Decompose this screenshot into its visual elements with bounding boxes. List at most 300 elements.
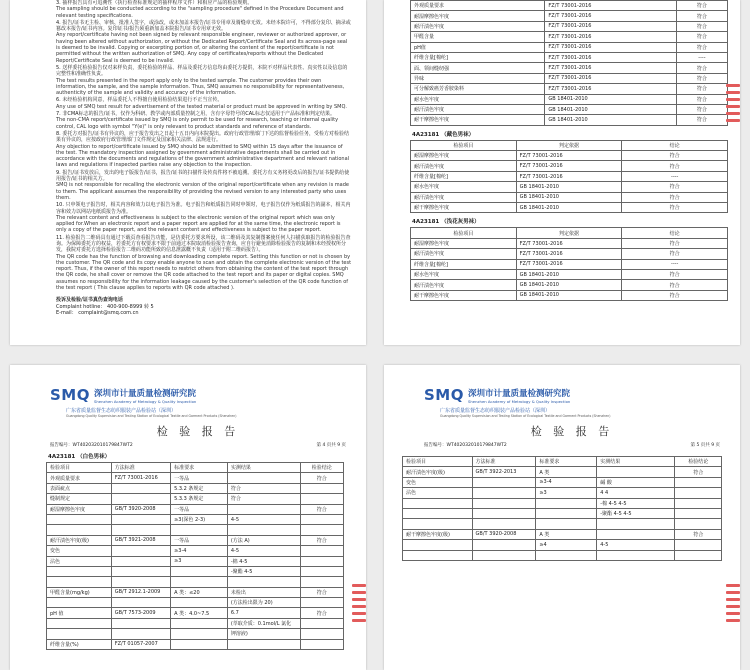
column-header: 检验项目	[411, 228, 517, 238]
table-cell: 符合	[622, 249, 728, 259]
table-cell: GB 18401-2010	[545, 104, 676, 114]
table-cell: 一等品	[171, 504, 228, 514]
report-no: WT402032010179847WT2	[72, 443, 133, 448]
table-cell	[111, 556, 170, 566]
table-cell: A 类：≤20	[171, 587, 228, 597]
table-cell	[300, 556, 343, 566]
page-indicator: 第 4 页共 9 页	[316, 443, 346, 448]
table-cell: pH值	[411, 42, 545, 52]
table-row	[47, 525, 344, 535]
table-row	[47, 514, 344, 524]
table-row	[411, 63, 728, 73]
table-row	[403, 488, 722, 498]
table-cell: (萃取介质：0.1mol/L 氯化	[227, 618, 300, 628]
table-cell: 纤维含量[棉纶]	[411, 259, 517, 269]
table-cell: FZ/T 73001-2016	[516, 161, 622, 171]
report-title: 检 验 报 告	[530, 425, 614, 438]
complaint-hotline: Complaint hotline： 400-900-8999 转 5	[56, 303, 154, 310]
column-header: 实测结果	[227, 463, 300, 473]
table-cell: GB 18401-2010	[516, 269, 622, 279]
table-cell: 4-5	[597, 540, 675, 550]
table-cell	[47, 598, 112, 608]
note-en: The non-CMA report/certificate issued by SMQ is only permit to be used for research, teaching or internal quality control, CAL logo with symbol "Y(e)" is only relevant to product standards and reference of standards.	[56, 117, 339, 130]
note-en: Any report/certificate having not been signed by relevant responsible engineer, reviewer or authorized approver, or having been altered without authorization, or without the Dedicated Report/Certificate Seal and its across-page seal is deemed to be invalid. Copying or excerpting portion of, or altering the content of the report/certificate is not permitted without the written authorization of SMQ. Any copy of certificates/reports without the Dedicated Report/Certificate Seal is deemed to be invalid.	[56, 32, 348, 64]
table-cell: FZ/T 01057-2007	[111, 639, 170, 649]
table-row	[403, 529, 722, 539]
note-zh: 3. 抽样报告具有可追溯性（执行检查标准规定的抽样程序文件）和相应产品的检验规则。	[56, 0, 253, 6]
table-cell: ≥3(深色 2-3)	[171, 514, 228, 524]
table-row	[403, 467, 722, 477]
note-en: The QR code has the function of browsing and downloading complete report. Setting this function or not is chosen by the customer. The QR code and its copy enable anyone to scan and obtain the complete electronic version of the test report. Thus, if the owner of this report needs to restrict others from obtaining the content of the test report through the QR code, he shall cover or remove the QR code attached to the test report and its paper or digital copies. SMQ assumes no responsibility for the information leakage caused by the customer's selection of the QR code function of the test report ( This clause applies to reports with QR code attached ).	[56, 253, 352, 292]
table-cell: 耐干摩擦色牢度	[411, 290, 517, 300]
table-cell: -聚酯 4-5	[227, 566, 300, 576]
table-row	[47, 494, 344, 504]
table-row	[47, 546, 344, 556]
table-cell: 耐汗渍色牢度	[411, 280, 517, 290]
table-row	[47, 618, 344, 628]
column-header: 检验结论	[300, 463, 343, 473]
note-en: Any use of SMQ test result for advertisement of the tested material or product must be approved in writing by SMQ.	[56, 103, 347, 110]
table-cell	[300, 494, 343, 504]
institute-name-en: Shenzhen Academy of Metrology & Quality Inspection	[467, 398, 571, 404]
table-cell: 耐水色牢度	[411, 94, 545, 104]
table-cell	[47, 566, 112, 576]
note-zh: 9. 报告/证书发放后，发出的电子版报告/证书，报告/证书的扫描件及传真件将不被追溯。委托方有义务将更改后的报告/证书提供给使用报告/证书的相关方。	[56, 169, 350, 183]
table-cell: 甲醛含量	[411, 32, 545, 42]
table-cell: (方法检出限为 20)	[227, 598, 300, 608]
table-cell	[675, 477, 722, 487]
center-name-en: Guangdong Quality Supervision and Testing Station of Ecological Textile and Garment Products (Shenzhen)	[66, 414, 237, 418]
center-name-en: Guangdong Quality Supervision and Testing Station of Ecological Textile and Garment Products (Shenzhen)	[440, 414, 611, 418]
report-page-summary	[384, 0, 740, 345]
table-cell	[111, 525, 170, 535]
table-cell	[597, 550, 675, 560]
table-cell: 耐水色牢度	[411, 182, 517, 192]
table-cell: 符合	[622, 161, 728, 171]
table-cell: GB/T 3922-2013	[472, 467, 536, 477]
note-zh: 4. 报告/证书无主检、审核、批准人签字，或涂改，或未加盖本报告/证书专用章及骑缝章无效。未经本院许可，不得部分复印、摘录或篡改本报告/证书内容。复印证书/报告须重新加盖本院报告/证书专用章无效。	[56, 19, 351, 33]
table-cell: 符合	[676, 42, 727, 52]
table-row	[411, 52, 728, 62]
table-cell: ≥3-4	[171, 546, 228, 556]
table-cell: 异味	[411, 73, 545, 83]
table-cell	[472, 508, 536, 518]
table-cell: 符合	[622, 280, 728, 290]
table-cell: 符合	[676, 32, 727, 42]
table-cell: GB 18401-2010	[545, 115, 676, 125]
table-cell: 符合	[676, 11, 727, 21]
summary-table	[410, 227, 728, 301]
table-row	[411, 182, 728, 192]
table-cell	[675, 488, 722, 498]
table-cell: 耐汗渍色牢度(级)	[47, 535, 112, 545]
report-header	[10, 365, 366, 448]
column-header: 方法标准	[111, 463, 170, 473]
table-row	[411, 290, 728, 300]
column-header: 检验项目	[47, 463, 112, 473]
column-header: 检验项目	[411, 140, 517, 150]
table-cell	[472, 550, 536, 560]
table-cell: ≥4	[536, 540, 597, 550]
table-cell	[300, 618, 343, 628]
table-cell	[111, 618, 170, 628]
table-cell: ----	[622, 259, 728, 269]
table-cell: 耐汗渍色牢度	[411, 21, 545, 31]
table-cell: 表面疵点	[47, 483, 112, 493]
column-header: 结论	[622, 140, 728, 150]
report-header	[384, 365, 740, 448]
table-row	[411, 238, 728, 248]
table-cell: 沾色	[403, 488, 473, 498]
table-cell: GB 18401-2010	[516, 280, 622, 290]
table-cell: 5.3.3 条规定	[171, 494, 228, 504]
table-cell	[300, 566, 343, 576]
table-cell: ≥3	[171, 556, 228, 566]
table-cell: FZ/T 73001-2016	[545, 42, 676, 52]
table-cell: 耐汗渍色牢度	[411, 192, 517, 202]
table-cell: 耐汗渍色牢度	[411, 161, 517, 171]
table-cell: ≥3	[536, 488, 597, 498]
note-en: The sampling should be conducted according to the "sampling procedure" defined in the Procedure Document and relevant testing specifications.	[56, 6, 344, 19]
sample-section-title: 4A23181 （藏色男袜）	[412, 131, 475, 138]
table-cell	[300, 629, 343, 639]
table-row	[411, 73, 728, 83]
table-cell: 符合	[675, 467, 722, 477]
table-row	[403, 550, 722, 560]
table-row	[411, 249, 728, 259]
table-cell: 可分解致癌芳香胺染料	[411, 84, 545, 94]
table-cell: 符合	[300, 608, 343, 618]
table-cell: 符合	[676, 1, 727, 11]
notes-list	[10, 0, 366, 291]
table-cell: 耐湿摩擦色牢度	[411, 11, 545, 21]
column-header: 判定依据	[516, 228, 622, 238]
table-cell: A 类：4.0~7.5	[171, 608, 228, 618]
table-cell	[675, 540, 722, 550]
table-cell: 符合	[676, 21, 727, 31]
table-cell: GB 18401-2010	[516, 203, 622, 213]
table-cell: 4 4	[597, 488, 675, 498]
report-page-4	[10, 365, 366, 670]
column-header: 结论	[622, 228, 728, 238]
table-row	[47, 608, 344, 618]
table-cell	[227, 504, 300, 514]
table-header-row	[411, 140, 728, 150]
table-cell	[472, 540, 536, 550]
table-cell: 纤维含量[棉纶]	[411, 171, 517, 181]
table-row	[47, 504, 344, 514]
table-cell: GB/T 2912.1-2009	[111, 587, 170, 597]
column-header: 检验结论	[675, 457, 722, 467]
table-cell: FZ/T 73001-2016	[516, 249, 622, 259]
table-row	[411, 94, 728, 104]
table-cell: GB 18401-2010	[516, 192, 622, 202]
page-indicator: 第 5 页共 9 页	[690, 443, 720, 448]
table-cell	[403, 498, 473, 508]
summary-sections	[410, 130, 728, 301]
table-cell: ≥3-4	[536, 477, 597, 487]
result-table	[402, 456, 722, 561]
table-cell: 一等品	[171, 535, 228, 545]
table-row	[403, 540, 722, 550]
smq-logo: SMQ	[50, 386, 90, 404]
table-cell: ----	[622, 171, 728, 181]
table-row	[411, 192, 728, 202]
table-row	[47, 566, 344, 576]
smq-logo: SMQ	[424, 386, 464, 404]
table-cell	[111, 629, 170, 639]
note-en: The relevant content and effectiveness is subject to the electronic version of the original report which was only applied for.When an electronic report and a paper report are applied for at the same time, the electronic report is only a copy of the paper report, and the relevant content and effectiveness is subject to the paper report.	[56, 214, 341, 234]
table-cell: GB/T 3921-2008	[111, 535, 170, 545]
table-cell	[472, 477, 536, 487]
report-no-label: 报告编号：	[50, 443, 73, 448]
table-cell: 未检出	[227, 587, 300, 597]
table-cell: FZ/T 73001-2016	[545, 32, 676, 42]
table-cell	[300, 514, 343, 524]
table-header-row	[403, 457, 722, 467]
table-row	[47, 535, 344, 545]
center-name-zh: 广东省质量监督生态纺织服装产品检验站（深圳）	[440, 408, 551, 414]
table-cell	[111, 598, 170, 608]
table-cell: 4-5	[227, 514, 300, 524]
note-zh: 7. 非CMA标志的报告/证书，仅作为科研、教学或内部质量控制之用，含有字母符号的CAL标志仅适用于产品标准和判定结果。	[56, 111, 335, 118]
institute-name-zh: 深圳市计量质量检测研究院	[93, 388, 196, 399]
table-cell	[47, 525, 112, 535]
table-cell: 符合	[622, 182, 728, 192]
table-cell: ----	[676, 52, 727, 62]
table-cell: 缝制规定	[47, 494, 112, 504]
table-cell	[536, 508, 597, 518]
table-cell: FZ/T 73001-2016	[516, 171, 622, 181]
table-cell: 符合	[622, 151, 728, 161]
table-cell	[403, 519, 473, 529]
table-row	[411, 259, 728, 269]
table-cell	[536, 498, 597, 508]
table-cell	[171, 639, 228, 649]
table-cell	[171, 629, 228, 639]
table-row	[411, 32, 728, 42]
table-cell: 变色	[403, 477, 473, 487]
report-page-notes	[10, 0, 366, 345]
table-cell: 4-5	[227, 546, 300, 556]
table-row	[403, 508, 722, 518]
report-page-5	[384, 365, 740, 670]
table-cell	[536, 519, 597, 529]
table-cell	[403, 550, 473, 560]
table-cell: 符合	[676, 73, 727, 83]
table-cell: 耐汗渍色牢度(级)	[403, 467, 473, 477]
table-cell	[111, 483, 170, 493]
sample-section-title: 4A23181 （浅花灰男袜）	[412, 219, 480, 226]
table-cell: FZ/T 73001-2016	[516, 259, 622, 269]
note-zh: 5. 送样委托检验报告仅对来样负责，委托检验的样品、样品及委托方信息均由委托方提供，本院不对样品代表性、真实性以及信息的完整性和准确性负责。	[56, 64, 348, 78]
table-row	[47, 587, 344, 597]
table-cell: FZ/T 73001-2016	[545, 21, 676, 31]
note-en: Any objection to report/certificate issued by SMQ should be submitted to SMQ within 15 days after the issuance of the test. The mandatory inspection assigned by government administrative departments shall be carried out in accordance with the documents and regulations of the government administrative department and relevant national laws and regulations if inspected parties raise any objection to the inspection.	[56, 143, 350, 169]
column-header: 标准要求	[171, 463, 228, 473]
table-cell: 耐汗渍色牢度	[411, 249, 517, 259]
table-cell	[300, 598, 343, 608]
table-cell: pH 值	[47, 608, 112, 618]
table-cell	[597, 529, 675, 539]
table-cell	[111, 514, 170, 524]
seal-stamp	[726, 580, 740, 640]
table-cell: FZ/T 73001-2016	[545, 63, 676, 73]
table-cell: 符合	[676, 63, 727, 73]
table-row	[411, 21, 728, 31]
table-cell	[47, 514, 112, 524]
table-cell	[675, 508, 722, 518]
table-cell: (方法 A)	[227, 535, 300, 545]
table-row	[411, 161, 728, 171]
seal-stamp	[726, 80, 740, 140]
table-cell: FZ/T 73001-2016	[545, 52, 676, 62]
table-row	[47, 483, 344, 493]
report-title: 检 验 报 告	[156, 425, 240, 438]
table-row	[411, 84, 728, 94]
note-en: The test results presented in the report apply only to the tested sample. The customer provides their own information, the sample, and the sample information. Thus, SMQ assumes no responsibility for representativeness, authenticity of the sample and validity and accuracy of the information.	[56, 77, 345, 97]
table-row	[47, 639, 344, 649]
report-no-label: 报告编号：	[424, 443, 447, 448]
table-cell: 钾溶液)	[227, 629, 300, 639]
table-row	[411, 104, 728, 114]
table-cell: GB 18401-2010	[545, 94, 676, 104]
column-header: 方法标准	[472, 457, 536, 467]
table-cell	[403, 508, 473, 518]
table-cell: 耐湿摩擦色牢度	[411, 238, 517, 248]
table-row	[47, 473, 344, 483]
table-cell: 符合	[622, 203, 728, 213]
table-cell	[171, 577, 228, 587]
table-cell: 面、领间缝纫强	[411, 63, 545, 73]
table-cell	[227, 577, 300, 587]
table-cell: GB 18401-2010	[516, 290, 622, 300]
table-cell	[300, 483, 343, 493]
note-zh: 11. 检验报告二维码具有通过下载页查看报告功能，是仿委托方要求所设，该二维码及其复制图案使任何人扫描获取报告的检验报告查询。为保障委托方的权益，若委托方有权要求不限于前通过本院取消检验报告查询，应自行避免消除检验报告的复制和未经授权所分发，我院对委托方选择检验报告二维码功能所致的信息泄露概不负责（适用于附二维码报告）。	[56, 234, 351, 254]
table-cell: 一等品	[171, 473, 228, 483]
table-cell	[111, 577, 170, 587]
table-cell: 符合	[227, 494, 300, 504]
table-cell	[300, 577, 343, 587]
table-cell: A 类	[536, 467, 597, 477]
table-cell	[171, 618, 228, 628]
table-cell	[597, 519, 675, 529]
complaint-heading: 投诉及检验/证书真伪查询电话	[56, 297, 123, 304]
table-cell: -棉 4-5	[227, 556, 300, 566]
table-cell: 变色	[47, 546, 112, 556]
table-cell	[472, 498, 536, 508]
table-cell: 符合	[622, 269, 728, 279]
table-cell: FZ/T 73001-2016	[545, 84, 676, 94]
table-row	[411, 171, 728, 181]
table-cell	[111, 494, 170, 504]
center-name-zh: 广东省质量监督生态纺织服装产品检验站（深圳）	[66, 408, 177, 414]
table-cell: FZ/T 73001-2016	[516, 238, 622, 248]
table-cell: 符合	[622, 192, 728, 202]
table-cell	[227, 473, 300, 483]
note-zh: 10. 只申领电子报告时，相关内容和效力以电子报告为准。电子报告和纸质报告同时申领时，电子报告仅作为纸质报告的副本，相关内容和效力以网站电纸质报告为准。	[56, 202, 351, 215]
table-cell: 符合	[622, 238, 728, 248]
table-row	[403, 519, 722, 529]
summary-table	[410, 140, 728, 214]
table-row	[411, 203, 728, 213]
table-cell: 符合	[300, 535, 343, 545]
table-cell: 符合	[300, 587, 343, 597]
table-cell: FZ/T 73001-2016	[516, 151, 622, 161]
table-cell: 纤维含量(%)	[47, 639, 112, 649]
table-cell: GB/T 7573-2009	[111, 608, 170, 618]
complaint-footer	[10, 297, 366, 316]
note-zh: 8. 委托方对报告/证书有异议的，应于报告发出之日起十五日内向本院提出。政府行政管理部门下达的监督检验任务，受检方对检验结果有异议的，应按政府行政管理部门文件规定及国家相关法律、法规进行。	[56, 130, 350, 144]
table-cell	[171, 566, 228, 576]
result-table	[46, 462, 344, 650]
table-cell: -棉 4-5 4-5	[597, 498, 675, 508]
table-cell	[171, 525, 228, 535]
report-no: WT402032010179847WT2	[446, 443, 507, 448]
summary-table-top	[410, 0, 728, 126]
table-cell: GB/T 3920-2008	[111, 504, 170, 514]
table-cell	[472, 488, 536, 498]
table-cell	[111, 546, 170, 556]
table-cell: 外观质量要求	[47, 473, 112, 483]
table-cell	[536, 550, 597, 560]
table-row	[411, 1, 728, 11]
table-cell: 符合	[676, 115, 727, 125]
table-cell: 纤维含量[棉纶]	[411, 52, 545, 62]
table-row	[411, 280, 728, 290]
table-cell: 符合	[300, 504, 343, 514]
table-cell: 符合	[676, 104, 727, 114]
table-cell	[47, 629, 112, 639]
table-row	[403, 477, 722, 487]
table-cell: 耐汗渍色牢度	[411, 104, 545, 114]
table-cell: FZ/T 73001-2016	[545, 1, 676, 11]
table-cell	[47, 577, 112, 587]
table-row	[411, 115, 728, 125]
complaint-email: E-mail： complaint@smq.com.cn	[56, 309, 139, 316]
table-cell: 符合	[622, 290, 728, 300]
column-header: 检验项目	[403, 457, 473, 467]
table-cell	[47, 618, 112, 628]
table-row	[47, 629, 344, 639]
table-row	[47, 556, 344, 566]
table-cell: 符合	[300, 473, 343, 483]
table-cell	[675, 519, 722, 529]
table-cell	[597, 467, 675, 477]
table-cell: 符合	[676, 84, 727, 94]
table-row	[47, 577, 344, 587]
table-cell	[171, 598, 228, 608]
table-cell	[227, 525, 300, 535]
table-cell: 5.3.2 条规定	[171, 483, 228, 493]
seal-stamp	[352, 580, 366, 640]
table-cell: 碱 酸	[597, 477, 675, 487]
table-cell: 耐干摩擦色牢度	[411, 203, 517, 213]
table-cell: GB/T 3920-2008	[472, 529, 536, 539]
table-cell	[403, 540, 473, 550]
table-cell: 符合	[675, 529, 722, 539]
table-cell: 耐水色牢度	[411, 269, 517, 279]
table-row	[411, 151, 728, 161]
column-header: 判定依据	[516, 140, 622, 150]
table-cell	[675, 498, 722, 508]
table-row	[411, 42, 728, 52]
table-cell	[472, 519, 536, 529]
table-cell: 耐干摩擦色牢度(级)	[403, 529, 473, 539]
note-en: SMQ is not responsible for recalling the electronic version of the original report/certificate when any revision is made to them. The applicant assumes the responsibility of providing the revised version to any interested party who uses them.	[56, 182, 349, 201]
table-cell: FZ/T 73001-2016	[545, 11, 676, 21]
table-cell: 甲醛含量(mg/kg)	[47, 587, 112, 597]
